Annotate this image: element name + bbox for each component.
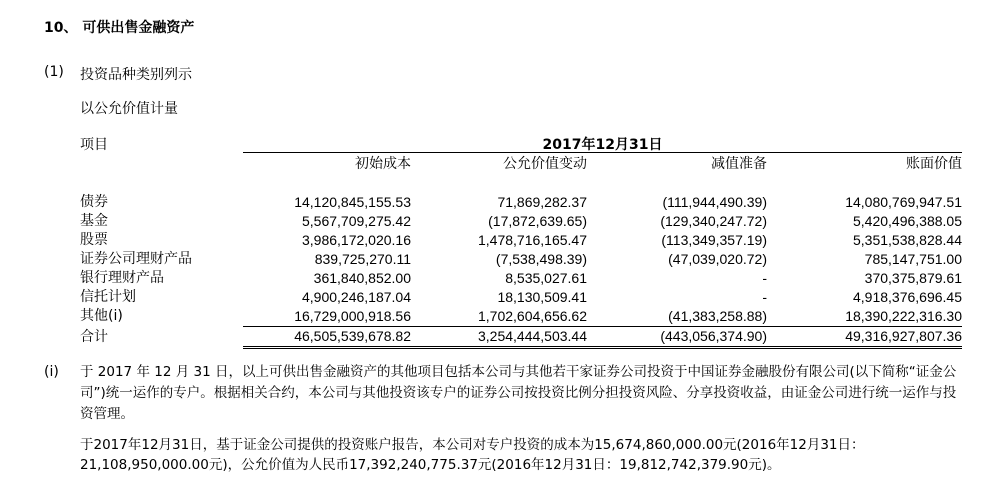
note-text: 于 2017 年 12 月 31 日，以上可供出售金融资产的其他项目包括本公司与其他若干家证券公司投资于中国证券金融股份有限公司(以下简称“证金公司”)统一运作的专户。根据相关合约，本公司与其他投资该专户的证券公司按投资比例分担投资风险、分享投资收益，由证金公司进行统一运作与投资管理。	[80, 364, 957, 422]
row-label: 信托计划	[80, 289, 136, 305]
spacer-row	[80, 174, 962, 193]
period-header: 2017年12月31日	[542, 137, 663, 153]
total-book-value: 49,316,927,807.36	[767, 327, 962, 348]
cell-cost: 3,986,172,020.16	[302, 232, 411, 248]
cell-book-value: 14,080,769,947.51	[845, 194, 962, 210]
header-rule	[243, 152, 962, 153]
table-row	[80, 193, 962, 212]
table-row	[80, 250, 962, 269]
row-label: 银行理财产品	[80, 270, 164, 286]
table-row	[80, 231, 962, 250]
cell-impairment: (113,349,357.19)	[661, 232, 767, 248]
subsection-number: (1)	[44, 64, 64, 80]
cell-fv-change: 1,702,604,656.62	[478, 308, 587, 324]
item-column-header: 项目	[80, 137, 108, 153]
cell-fv-change: 1,478,716,165.47	[478, 232, 587, 248]
total-impairment: (443,056,374.90)	[587, 327, 767, 348]
row-label: 股票	[80, 232, 108, 248]
cell-book-value: 5,420,496,388.05	[853, 213, 962, 229]
col-header-fv-change: 公允价值变动	[503, 156, 587, 172]
cell-cost: 16,729,000,918.56	[294, 308, 411, 324]
table-row	[80, 288, 962, 307]
cell-book-value: 370,375,879.61	[864, 270, 962, 286]
total-row	[80, 327, 962, 348]
cell-fv-change: 8,535,027.61	[505, 270, 587, 286]
financial-table	[80, 154, 962, 349]
cell-book-value: 4,918,376,696.45	[853, 289, 962, 305]
cell-impairment: -	[762, 270, 767, 286]
cell-book-value: 785,147,751.00	[864, 251, 962, 267]
row-label: 其他(i)	[80, 308, 123, 325]
cell-impairment: (111,944,490.39)	[662, 194, 767, 210]
row-label: 基金	[80, 213, 108, 229]
cell-fv-change: 18,130,509.41	[497, 289, 587, 305]
note-number: (i)	[44, 364, 59, 380]
cell-impairment: -	[762, 289, 767, 305]
measurement-basis: 以公允价值计量	[80, 101, 178, 117]
cell-book-value: 5,351,538,828.44	[853, 232, 962, 248]
total-label: 合计	[80, 328, 108, 345]
table-row	[80, 212, 962, 231]
cell-fv-change: 71,869,282.37	[497, 194, 587, 210]
blank-header-cell	[80, 154, 243, 174]
cell-cost: 839,725,270.11	[314, 251, 411, 267]
cell-cost: 14,120,845,155.53	[294, 194, 411, 210]
column-header-row	[80, 154, 962, 174]
cell-cost: 361,840,852.00	[313, 270, 411, 286]
col-header-book-value: 账面价值	[906, 156, 962, 172]
table-row	[80, 307, 962, 327]
total-fv-change: 3,254,444,503.44	[411, 327, 587, 348]
cell-fv-change: (17,872,639.65)	[488, 213, 587, 229]
row-label: 债券	[80, 194, 108, 210]
cell-cost: 4,900,246,187.04	[302, 289, 411, 305]
col-header-impairment: 减值准备	[711, 156, 767, 172]
cell-impairment: (129,340,247.72)	[660, 213, 767, 229]
table-row	[80, 269, 962, 288]
cell-impairment: (47,039,020.72)	[668, 251, 767, 267]
row-label: 证券公司理财产品	[80, 251, 192, 267]
total-cost: 46,505,539,678.82	[243, 327, 411, 348]
cell-fv-change: (7,538,498.39)	[495, 251, 587, 267]
cell-cost: 5,567,709,275.42	[302, 213, 411, 229]
cell-book-value: 18,390,222,316.30	[845, 308, 962, 324]
investment-paragraph: 于2017年12月31日，基于证金公司提供的投资账户报告，本公司对专户投资的成本为15,674,860,000.00元(2016年12月31日：21,108,950,000.00元)，公允价值为人民币17,392,240,775.37元(2016年12月31日：19,812,742,379.90元)。	[80, 437, 865, 473]
cell-impairment: (41,383,258.88)	[668, 308, 767, 324]
section-heading: 10、 可供出售金融资产	[44, 20, 195, 36]
subsection-title: 投资品种类别列示	[80, 67, 192, 83]
col-header-cost: 初始成本	[355, 156, 411, 172]
